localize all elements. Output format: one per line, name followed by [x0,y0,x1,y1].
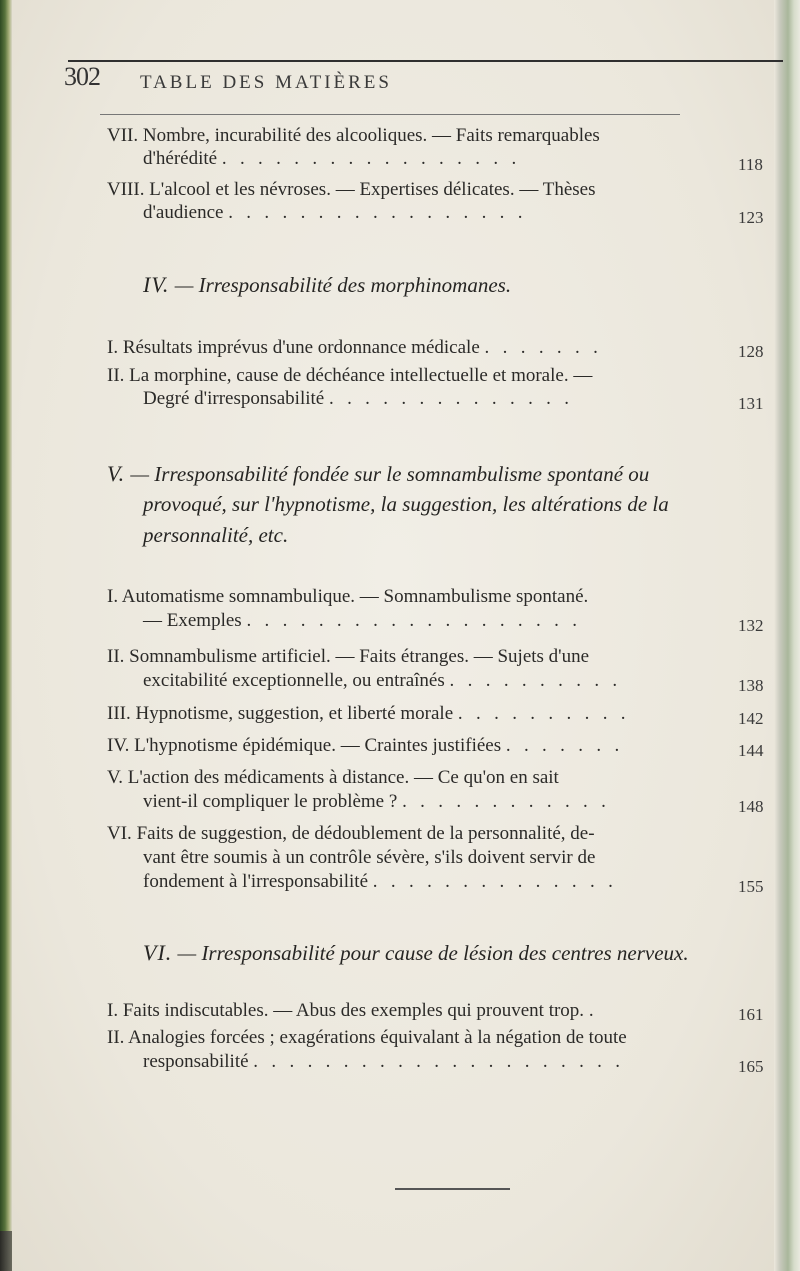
entry-text: Degré d'irresponsabilité [143,388,325,409]
toc-entry-vii-cont [143,148,521,170]
entry-number: VIII. [107,179,145,200]
leader-dots: . . . . . . . . . . [449,670,622,691]
header-rule [68,60,783,62]
toc-entry-v-iv [107,735,624,757]
leader-dots: . . . . . . . . . . . . . . [372,871,618,892]
toc-entry-v-v [107,767,559,789]
entry-text: L'hypnotisme épidémique. — Craintes justifiées [134,735,502,756]
entry-text: Automatisme somnambulique. — Somnambulisme spontané. [121,586,589,607]
entry-text: fondement à l'irresponsabilité [143,871,369,892]
page-ref: 165 [738,1057,764,1076]
entry-number: VI. [107,823,132,844]
entry-number: V. [107,767,124,788]
header-underline [100,114,680,115]
leader-dots: . . . . . . . . . . . . [402,791,611,812]
entry-text: Analogies forcées ; exagérations équivalant à la négation de toute [128,1027,627,1048]
entry-number: I. [107,1000,119,1021]
leader-dots: . . . . . . . . . . . . . . . . . [228,202,527,223]
entry-text: Faits de suggestion, de dédoublement de la personnalité, de- [136,823,595,844]
section-number: VI. [143,940,173,965]
toc-entry-viii-cont [143,202,527,224]
page-ref: 142 [738,709,764,728]
entry-number: II. [107,646,125,667]
entry-text: L'action des médicaments à distance. — Ce qu'on en sait [127,767,559,788]
leader-dots: . . . . . . . . . . . . . . . . . . . . . [253,1051,625,1072]
section-heading-vi [143,937,689,969]
page-ref: 144 [738,741,764,760]
section-title: — Irresponsabilité fondée sur le somnambulisme spontané ou [130,462,650,486]
page-ref: 131 [738,394,764,413]
entry-text: excitabilité exceptionnelle, ou entraînés [143,670,445,691]
leader-dots: . . . . . . . . . . [457,703,630,724]
page-ref: 128 [738,342,764,361]
page-number: 302 [64,62,100,91]
section-heading-v-cont: personnalité, etc. [143,523,289,547]
section-number: V. [107,461,126,486]
entry-number: I. [107,586,119,607]
toc-entry-iv-i [107,337,602,359]
entry-text: responsabilité [143,1051,249,1072]
toc-entry-v-i [107,586,588,608]
leader-dots: . [588,1000,598,1021]
book-binding-edge [0,0,12,1271]
section-title: — Irresponsabilité pour cause de lésion des centres nerveux. [177,941,689,965]
leader-dots: . . . . . . . [505,735,624,756]
entry-text: La morphine, cause de déchéance intellectuelle et morale. — [129,365,593,386]
toc-entry-iv-ii [107,365,592,387]
section-heading-v [107,458,649,490]
leader-dots: . . . . . . . [484,337,603,358]
entry-number: III. [107,703,131,724]
toc-entry-vi-ii [107,1027,627,1049]
entry-text: d'hérédité [143,148,218,169]
entry-text: Somnambulisme artificiel. — Faits étranges. — Sujets d'une [129,646,590,667]
section-heading-iv [143,269,511,301]
toc-entry-v-i-cont [143,610,581,632]
entry-text: L'alcool et les névroses. — Expertises délicates. — Thèses [149,179,596,200]
page-ref: 161 [738,1005,764,1024]
entry-number: IV. [107,735,130,756]
toc-entry-v-v-cont [143,791,610,813]
entry-text: Résultats imprévus d'une ordonnance médicale [122,337,480,358]
entry-number: VII. [107,125,139,146]
section-number: IV. [143,272,170,297]
running-head: TABLE DES MATIÈRES [140,72,392,93]
entry-number: I. [107,337,119,358]
toc-entry-vi-i [107,1000,598,1022]
entry-number: II. [107,365,125,386]
page-ref: 138 [738,676,764,695]
page-ref: 148 [738,797,764,816]
toc-entry-v-iii [107,703,630,725]
entry-text: vient-il compliquer le problème ? [143,791,398,812]
section-heading-v-cont: provoqué, sur l'hypnotisme, la suggestion, les altérations de la [143,492,669,516]
page-ref: 132 [738,616,764,635]
end-rule [395,1188,510,1190]
toc-entry-v-ii-cont [143,670,621,692]
page-ref: 155 [738,877,764,896]
leader-dots: . . . . . . . . . . . . . . . . . [221,148,521,169]
toc-entry-vii [107,125,600,147]
page-edge-right [774,0,800,1271]
toc-entry-v-ii [107,646,589,668]
toc-entry-v-vi-cont: vant être soumis à un contrôle sévère, s'ils doivent servir de [143,847,596,868]
toc-entry-viii [107,179,595,201]
entry-number: II. [107,1027,125,1048]
toc-entry-vi-ii-cont [143,1051,624,1073]
toc-entry-iv-ii-cont [143,388,573,410]
entry-text: Hypnotisme, suggestion, et liberté morale [135,703,454,724]
section-title: — Irresponsabilité des morphinomanes. [174,273,512,297]
toc-entry-v-vi-cont [143,871,617,893]
entry-text: — Exemples [143,610,242,631]
entry-text: Faits indiscutables. — Abus des exemples qui prouvent trop. [122,1000,585,1021]
page-ref: 123 [738,208,764,227]
leader-dots: . . . . . . . . . . . . . . [328,388,574,409]
leader-dots: . . . . . . . . . . . . . . . . . . . [246,610,582,631]
toc-entry-v-vi [107,823,595,845]
entry-text: d'audience [143,202,224,223]
page-ref: 118 [738,155,763,174]
entry-text: Nombre, incurabilité des alcooliques. — Faits remarquables [142,125,600,146]
